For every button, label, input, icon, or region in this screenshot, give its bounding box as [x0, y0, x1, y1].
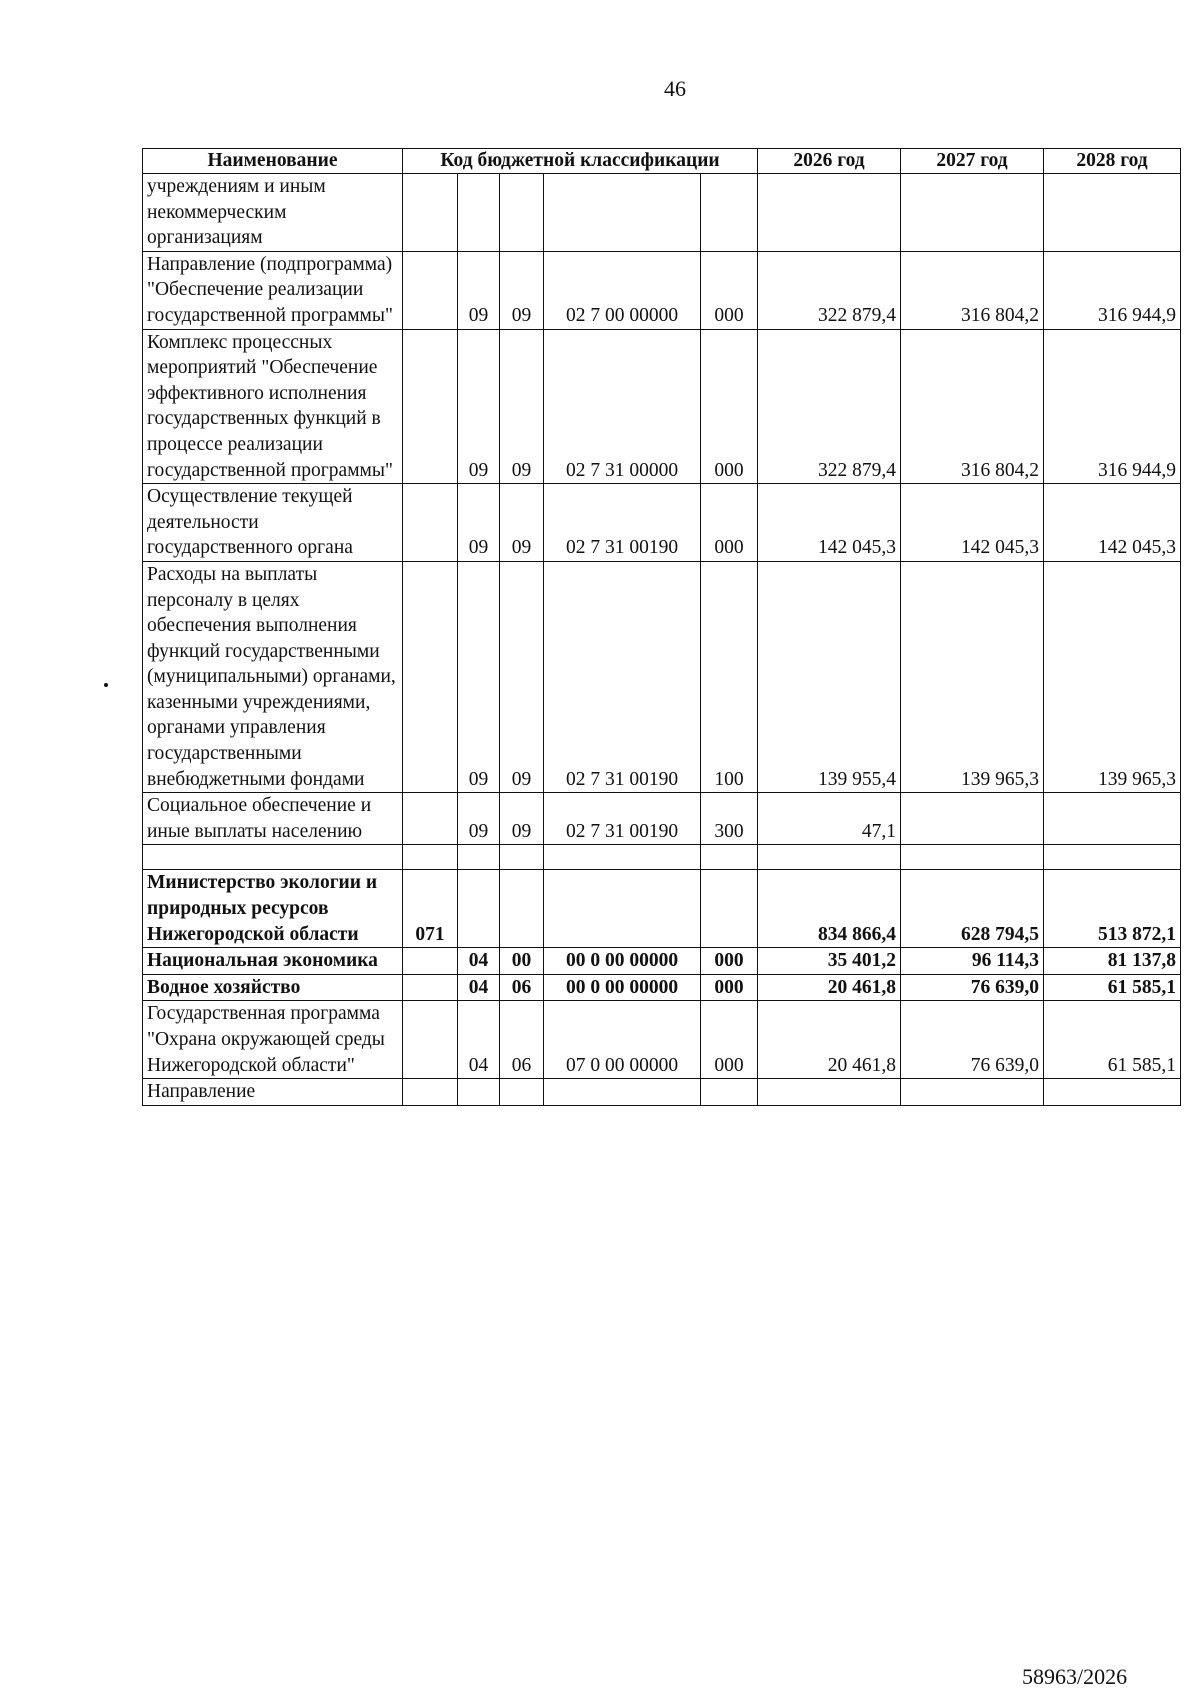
row-subsection-code: 09	[500, 251, 544, 329]
stray-dot	[104, 683, 108, 687]
row-amount-2027: 142 045,3	[901, 484, 1044, 562]
row-expense-type-code: 000	[701, 974, 758, 1001]
row-section-code	[458, 870, 500, 948]
row-target-article-code: 07 0 00 00000	[544, 1001, 701, 1079]
row-subsection-code: 09	[500, 561, 544, 792]
row-expense-type-code: 000	[701, 484, 758, 562]
row-amount-2026: 20 461,8	[758, 974, 901, 1001]
row-amount-2026: 142 045,3	[758, 484, 901, 562]
row-subsection-code: 06	[500, 974, 544, 1001]
row-amount-2027	[901, 793, 1044, 845]
row-amount-2028: 61 585,1	[1044, 974, 1181, 1001]
row-amount-2026	[758, 845, 901, 870]
row-amount-2028: 513 872,1	[1044, 870, 1181, 948]
row-name: Направление (подпрограмма) "Обеспечение реализации государственной программы"	[143, 251, 403, 329]
row-section-code	[458, 174, 500, 252]
row-amount-2028: 142 045,3	[1044, 484, 1181, 562]
row-grbs-code	[403, 974, 458, 1001]
row-amount-2027: 316 804,2	[901, 329, 1044, 484]
row-section-code	[458, 845, 500, 870]
row-name: Водное хозяйство	[143, 974, 403, 1001]
table-row	[143, 870, 1181, 948]
row-section-code	[458, 1079, 500, 1106]
row-target-article-code	[544, 870, 701, 948]
row-name: Министерство экологии и природных ресурсов Нижегородской области	[143, 870, 403, 948]
row-amount-2027	[901, 174, 1044, 252]
row-amount-2026	[758, 1079, 901, 1106]
row-expense-type-code	[701, 870, 758, 948]
row-expense-type-code: 100	[701, 561, 758, 792]
row-expense-type-code: 000	[701, 329, 758, 484]
row-target-article-code: 02 7 31 00000	[544, 329, 701, 484]
header-name: Наименование	[143, 149, 403, 174]
row-amount-2026: 20 461,8	[758, 1001, 901, 1079]
row-amount-2028: 316 944,9	[1044, 329, 1181, 484]
row-amount-2026: 139 955,4	[758, 561, 901, 792]
row-grbs-code: 071	[403, 870, 458, 948]
row-section-code: 04	[458, 1001, 500, 1079]
row-name: учреждениям и иным некоммерческим организациям	[143, 174, 403, 252]
row-amount-2027: 316 804,2	[901, 251, 1044, 329]
row-name: Расходы на выплаты персоналу в целях обеспечения выполнения функций государственными (муниципальными) органами, казенными учреждениями, органами управления государственными внебюджетными фондами	[143, 561, 403, 792]
row-target-article-code: 02 7 31 00190	[544, 484, 701, 562]
row-grbs-code	[403, 174, 458, 252]
row-subsection-code: 06	[500, 1001, 544, 1079]
row-expense-type-code: 300	[701, 793, 758, 845]
table-header-row	[143, 149, 1181, 174]
row-grbs-code	[403, 845, 458, 870]
row-name: Направление	[143, 1079, 403, 1106]
row-target-article-code	[544, 174, 701, 252]
row-name: Национальная экономика	[143, 948, 403, 975]
row-section-code: 09	[458, 329, 500, 484]
row-amount-2027	[901, 1079, 1044, 1106]
row-amount-2028	[1044, 174, 1181, 252]
row-amount-2027: 76 639,0	[901, 974, 1044, 1001]
row-subsection-code: 00	[500, 948, 544, 975]
table-row	[143, 845, 1181, 870]
row-amount-2027: 139 965,3	[901, 561, 1044, 792]
row-name: Осуществление текущей деятельности государственного органа	[143, 484, 403, 562]
row-section-code: 09	[458, 484, 500, 562]
row-target-article-code: 02 7 00 00000	[544, 251, 701, 329]
row-grbs-code	[403, 251, 458, 329]
row-amount-2027	[901, 845, 1044, 870]
row-expense-type-code: 000	[701, 1001, 758, 1079]
row-amount-2026: 322 879,4	[758, 251, 901, 329]
row-subsection-code	[500, 1079, 544, 1106]
row-amount-2027: 628 794,5	[901, 870, 1044, 948]
row-amount-2026: 834 866,4	[758, 870, 901, 948]
row-grbs-code	[403, 329, 458, 484]
row-grbs-code	[403, 793, 458, 845]
table-row	[143, 974, 1181, 1001]
page-number: 46	[664, 76, 686, 101]
row-amount-2028	[1044, 845, 1181, 870]
row-target-article-code: 02 7 31 00190	[544, 561, 701, 792]
row-amount-2028: 81 137,8	[1044, 948, 1181, 975]
row-name	[143, 845, 403, 870]
row-grbs-code	[403, 561, 458, 792]
row-subsection-code: 09	[500, 793, 544, 845]
row-grbs-code	[403, 484, 458, 562]
row-amount-2026	[758, 174, 901, 252]
table-row	[143, 561, 1181, 792]
row-amount-2027: 76 639,0	[901, 1001, 1044, 1079]
row-section-code: 09	[458, 251, 500, 329]
row-expense-type-code: 000	[701, 948, 758, 975]
row-section-code: 04	[458, 948, 500, 975]
table-row	[143, 329, 1181, 484]
document-code: 58963/2026	[1022, 1664, 1128, 1689]
row-subsection-code: 09	[500, 484, 544, 562]
row-name: Комплекс процессных мероприятий "Обеспечение эффективного исполнения государственных функций в процессе реализации государственной программы"	[143, 329, 403, 484]
row-amount-2027: 96 114,3	[901, 948, 1044, 975]
header-2027: 2027 год	[901, 149, 1044, 174]
row-target-article-code	[544, 1079, 701, 1106]
row-name: Государственная программа "Охрана окружающей среды Нижегородской области"	[143, 1001, 403, 1079]
row-expense-type-code	[701, 845, 758, 870]
row-name: Социальное обеспечение и иные выплаты населению	[143, 793, 403, 845]
table-row	[143, 948, 1181, 975]
table-body	[143, 174, 1181, 1106]
row-expense-type-code	[701, 1079, 758, 1106]
table-row	[143, 174, 1181, 252]
row-subsection-code	[500, 845, 544, 870]
row-amount-2028: 139 965,3	[1044, 561, 1181, 792]
header-2028: 2028 год	[1044, 149, 1181, 174]
row-subsection-code	[500, 870, 544, 948]
row-target-article-code: 00 0 00 00000	[544, 974, 701, 1001]
row-expense-type-code	[701, 174, 758, 252]
row-amount-2028	[1044, 793, 1181, 845]
header-2026: 2026 год	[758, 149, 901, 174]
header-code: Код бюджетной классификации	[403, 149, 758, 174]
budget-table	[142, 148, 1181, 1106]
row-section-code: 09	[458, 793, 500, 845]
table-row	[143, 793, 1181, 845]
row-target-article-code	[544, 845, 701, 870]
table-row	[143, 251, 1181, 329]
table-row	[143, 1001, 1181, 1079]
row-expense-type-code: 000	[701, 251, 758, 329]
row-subsection-code	[500, 174, 544, 252]
table-row	[143, 1079, 1181, 1106]
row-amount-2028: 61 585,1	[1044, 1001, 1181, 1079]
row-amount-2028: 316 944,9	[1044, 251, 1181, 329]
row-grbs-code	[403, 1079, 458, 1106]
row-section-code: 09	[458, 561, 500, 792]
row-grbs-code	[403, 1001, 458, 1079]
row-target-article-code: 00 0 00 00000	[544, 948, 701, 975]
row-amount-2026: 47,1	[758, 793, 901, 845]
row-target-article-code: 02 7 31 00190	[544, 793, 701, 845]
row-amount-2028	[1044, 1079, 1181, 1106]
row-amount-2026: 322 879,4	[758, 329, 901, 484]
row-subsection-code: 09	[500, 329, 544, 484]
row-grbs-code	[403, 948, 458, 975]
row-section-code: 04	[458, 974, 500, 1001]
row-amount-2026: 35 401,2	[758, 948, 901, 975]
table-row	[143, 484, 1181, 562]
